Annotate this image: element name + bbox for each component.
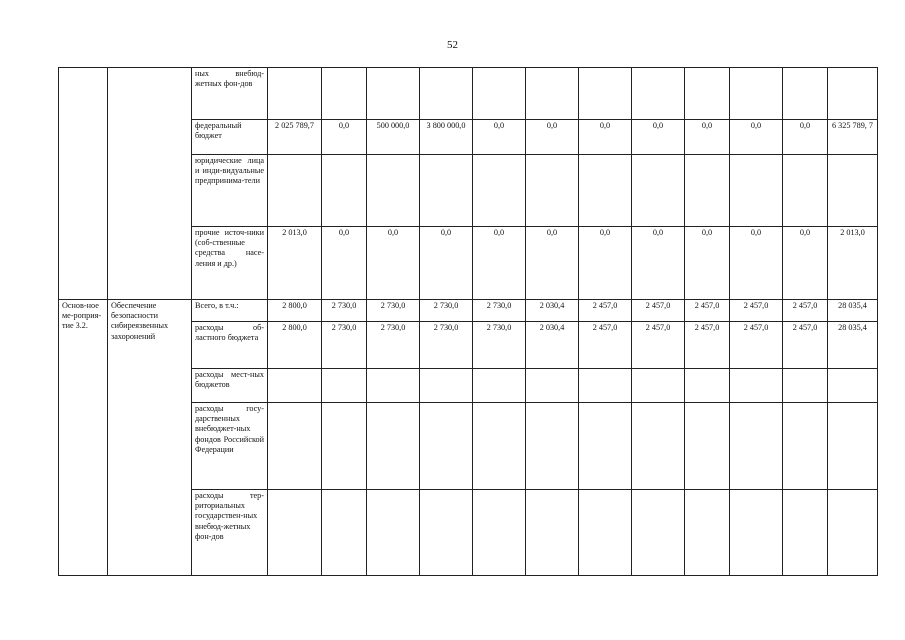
value-cell: [632, 490, 685, 576]
value-cell: [730, 68, 783, 120]
activity-name-cell: Обеспечение безопасности сибиреязвенных захоронений: [108, 300, 192, 576]
value-cell: 2 457,0: [730, 322, 783, 369]
value-cell: 2 730,0: [367, 300, 420, 322]
value-cell: 2 800,0: [268, 300, 322, 322]
value-cell: [268, 369, 322, 403]
value-cell: [783, 68, 828, 120]
value-cell: [526, 155, 579, 227]
value-cell: [828, 490, 878, 576]
value-cell: 3 800 000,0: [420, 120, 473, 155]
value-cell: 0,0: [730, 120, 783, 155]
value-cell: 0,0: [367, 227, 420, 300]
value-cell: [367, 490, 420, 576]
funding-source-cell: федеральный бюджет: [192, 120, 268, 155]
value-cell: [268, 403, 322, 490]
value-cell: 2 730,0: [367, 322, 420, 369]
value-cell: [322, 403, 367, 490]
value-cell: [828, 155, 878, 227]
value-cell: [420, 403, 473, 490]
value-cell: 2 730,0: [322, 322, 367, 369]
value-cell: 2 457,0: [783, 300, 828, 322]
value-cell: [579, 403, 632, 490]
value-cell: [526, 68, 579, 120]
value-cell: [828, 68, 878, 120]
value-cell: [420, 490, 473, 576]
value-cell: [322, 68, 367, 120]
value-cell: [632, 369, 685, 403]
value-cell: [730, 403, 783, 490]
value-cell: [783, 403, 828, 490]
value-cell: [526, 403, 579, 490]
value-cell: [473, 490, 526, 576]
value-cell: 2 457,0: [632, 322, 685, 369]
value-cell: 28 035,4: [828, 322, 878, 369]
empty-cell: [108, 68, 192, 300]
value-cell: [783, 490, 828, 576]
empty-cell: [59, 68, 108, 300]
value-cell: 2 730,0: [322, 300, 367, 322]
value-cell: [579, 369, 632, 403]
value-cell: [783, 369, 828, 403]
value-cell: 0,0: [420, 227, 473, 300]
value-cell: [473, 369, 526, 403]
activity-title-cell: Основ-ное ме-роприя-тие 3.2.: [59, 300, 108, 576]
value-cell: 0,0: [730, 227, 783, 300]
value-cell: 0,0: [322, 120, 367, 155]
value-cell: [367, 369, 420, 403]
value-cell: 0,0: [473, 227, 526, 300]
table-row: [59, 300, 878, 322]
value-cell: [579, 68, 632, 120]
value-cell: [322, 490, 367, 576]
value-cell: [473, 68, 526, 120]
funding-source-cell: расходы об-ластного бюджета: [192, 322, 268, 369]
value-cell: 2 457,0: [685, 300, 730, 322]
value-cell: 0,0: [632, 227, 685, 300]
value-cell: [579, 490, 632, 576]
funding-source-cell: ных внебюд-жетных фон-дов: [192, 68, 268, 120]
value-cell: [828, 403, 878, 490]
funding-source-cell: юридические лица и инди-видуальные предпринима-тели: [192, 155, 268, 227]
value-cell: 2 457,0: [685, 322, 730, 369]
value-cell: [730, 490, 783, 576]
funding-source-cell: расходы мест-ных бюджетов: [192, 369, 268, 403]
value-cell: 2 457,0: [783, 322, 828, 369]
value-cell: [526, 490, 579, 576]
value-cell: 2 030,4: [526, 322, 579, 369]
value-cell: [730, 155, 783, 227]
value-cell: [730, 369, 783, 403]
value-cell: 2 013,0: [268, 227, 322, 300]
value-cell: [268, 155, 322, 227]
value-cell: [420, 68, 473, 120]
value-cell: 0,0: [685, 227, 730, 300]
value-cell: 0,0: [783, 120, 828, 155]
value-cell: 0,0: [526, 227, 579, 300]
value-cell: [367, 68, 420, 120]
value-cell: [420, 155, 473, 227]
value-cell: [268, 490, 322, 576]
value-cell: [473, 155, 526, 227]
value-cell: [632, 155, 685, 227]
value-cell: 2 457,0: [632, 300, 685, 322]
value-cell: 0,0: [632, 120, 685, 155]
value-cell: [685, 369, 730, 403]
value-cell: [322, 369, 367, 403]
table-row: [59, 68, 878, 120]
value-cell: 500 000,0: [367, 120, 420, 155]
value-cell: [420, 369, 473, 403]
value-cell: 2 730,0: [473, 322, 526, 369]
value-cell: 0,0: [526, 120, 579, 155]
value-cell: [632, 68, 685, 120]
value-cell: 2 030,4: [526, 300, 579, 322]
value-cell: 0,0: [579, 120, 632, 155]
value-cell: [828, 369, 878, 403]
value-cell: 2 800,0: [268, 322, 322, 369]
value-cell: 0,0: [579, 227, 632, 300]
value-cell: 6 325 789, 7: [828, 120, 878, 155]
value-cell: [579, 155, 632, 227]
value-cell: [322, 155, 367, 227]
value-cell: 2 025 789,7: [268, 120, 322, 155]
value-cell: 0,0: [685, 120, 730, 155]
value-cell: [268, 68, 322, 120]
value-cell: [367, 155, 420, 227]
value-cell: 2 013,0: [828, 227, 878, 300]
funding-source-cell: Всего, в т.ч.:: [192, 300, 268, 322]
value-cell: 28 035,4: [828, 300, 878, 322]
value-cell: [685, 68, 730, 120]
page-number: 52: [447, 39, 458, 51]
value-cell: 2 730,0: [420, 300, 473, 322]
value-cell: 0,0: [322, 227, 367, 300]
value-cell: 2 730,0: [473, 300, 526, 322]
budget-table: [58, 67, 878, 576]
funding-source-cell: прочие источ-ники (соб-ственные средства насе-ления и др.): [192, 227, 268, 300]
value-cell: 2 457,0: [579, 322, 632, 369]
value-cell: [685, 403, 730, 490]
value-cell: [473, 403, 526, 490]
value-cell: 2 457,0: [730, 300, 783, 322]
value-cell: 0,0: [473, 120, 526, 155]
value-cell: 0,0: [783, 227, 828, 300]
funding-source-cell: расходы тер-риториальных государствен-ных внебюд-жетных фон-дов: [192, 490, 268, 576]
value-cell: 2 730,0: [420, 322, 473, 369]
value-cell: [526, 369, 579, 403]
value-cell: [783, 155, 828, 227]
funding-source-cell: расходы госу-дарственных внебюджет-ных фондов Российской Федерации: [192, 403, 268, 490]
value-cell: [685, 490, 730, 576]
value-cell: [685, 155, 730, 227]
value-cell: 2 457,0: [579, 300, 632, 322]
value-cell: [367, 403, 420, 490]
value-cell: [632, 403, 685, 490]
